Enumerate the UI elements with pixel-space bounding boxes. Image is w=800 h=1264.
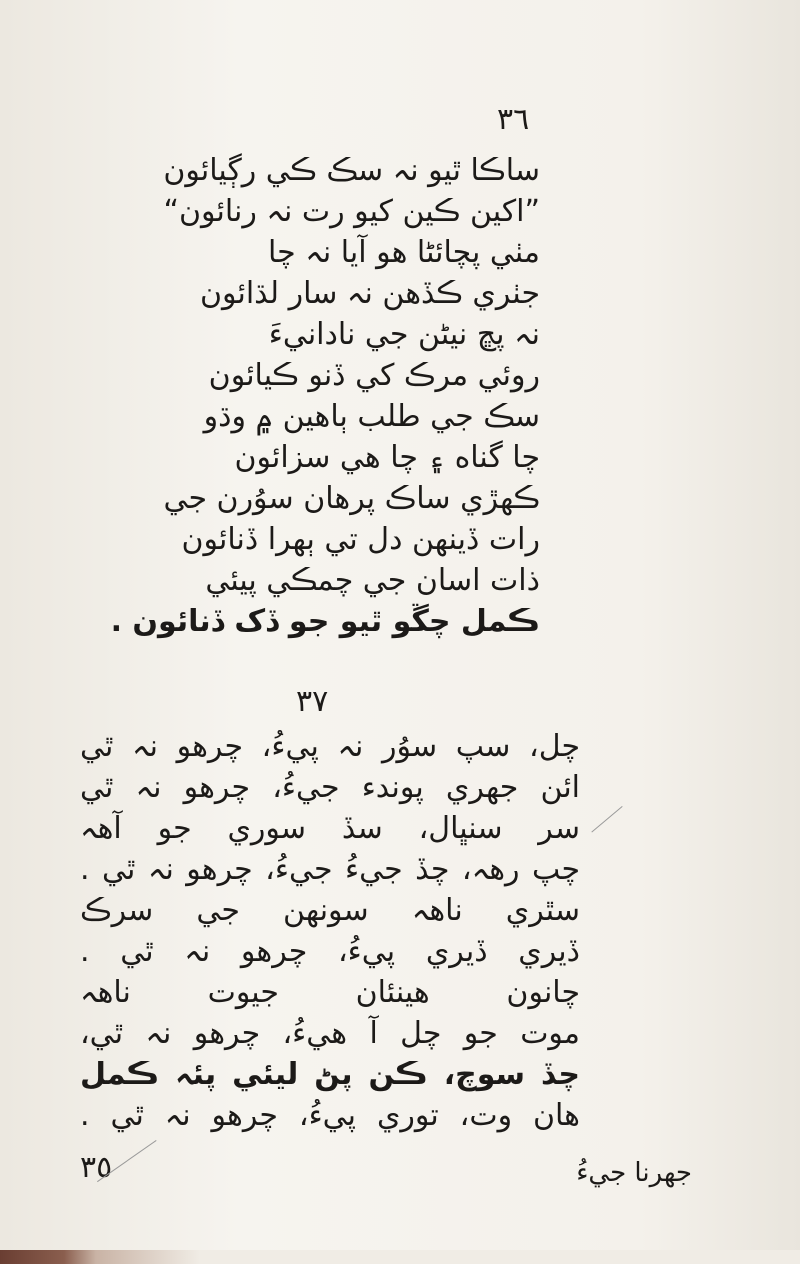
poem-line: موت جو چل آ هيءُ، چرهو نہ ٿي، [80, 1016, 580, 1051]
poem-stanza-bottom [80, 726, 580, 1136]
poem-line: هان وت، توري پيءُ، چرهو نہ ٿي . [80, 1098, 580, 1133]
poem-line: سر سنڀال، سڏ سوري جو آهہ [80, 811, 580, 846]
poem-line: ڏيري ڏيري پيءُ، چرهو نہ ٿي . [80, 934, 580, 969]
poem-line: ”اکين ڪين کيو رت نہ رنائون“ [163, 194, 540, 229]
poem-stanza-top [110, 150, 540, 642]
poem-line: ائن جهري پوندء جيءُ، چرهو نہ ٿي [80, 770, 580, 805]
catchword: جهرنا جيءُ [576, 1158, 692, 1188]
page-number-top: ٣٦ [497, 102, 530, 137]
poem-line: چپ رهہ، چڏ جيءُ جيءُ، چرهو نہ ٿي . [80, 852, 580, 887]
poem-line-signature: چڏ سوچ، ڪن پڻ ليئي پئہ ڪمل [80, 1057, 580, 1092]
poem-line: سڪ جي طلب ٻاهين ۾ وڌو [203, 399, 540, 434]
poem-line: سٿري ناهہ سونهن جي سرڪ [80, 893, 580, 928]
poem-line: ذات اسان جي چمڪي پيئي [205, 563, 540, 598]
poem-line: نہ پڇ نيڻن جي نادانيءَ [268, 317, 540, 352]
poem-line: مٺي پچائڻا هو آيا نہ چا [268, 235, 540, 270]
page-number-middle: ٣٧ [296, 684, 329, 719]
pencil-mark [591, 806, 622, 832]
poem-line: روئي مرڪ کي ڏنو ڪيائون [208, 358, 540, 393]
poem-line: ڪهڙي ساڪ پرهان سوُرن جي [163, 481, 540, 516]
poem-line-signature: ڪمل چڱو ٿيو جو ڏک ڏنائون . [110, 604, 540, 639]
poem-line: چل، سپ سوُر نہ پيءُ، چرهو نہ ٿي [80, 729, 580, 764]
poem-line: چانون هينئان جيوت ناهہ [80, 975, 580, 1010]
poem-line: جٺري ڪڏهن نہ سار لڌائون [199, 276, 540, 311]
page-edge [0, 1250, 800, 1264]
page-number-bottom: ٣٥ [80, 1150, 113, 1185]
poem-line: رات ڏينهن دل تي ٻهرا ڏنائون [181, 522, 540, 557]
poem-line: ساڪا ٿيو نہ سڪ ڪي رڳيائون [163, 153, 540, 188]
poem-line: چا گناه ۽ چا هي سزائون [234, 440, 540, 475]
